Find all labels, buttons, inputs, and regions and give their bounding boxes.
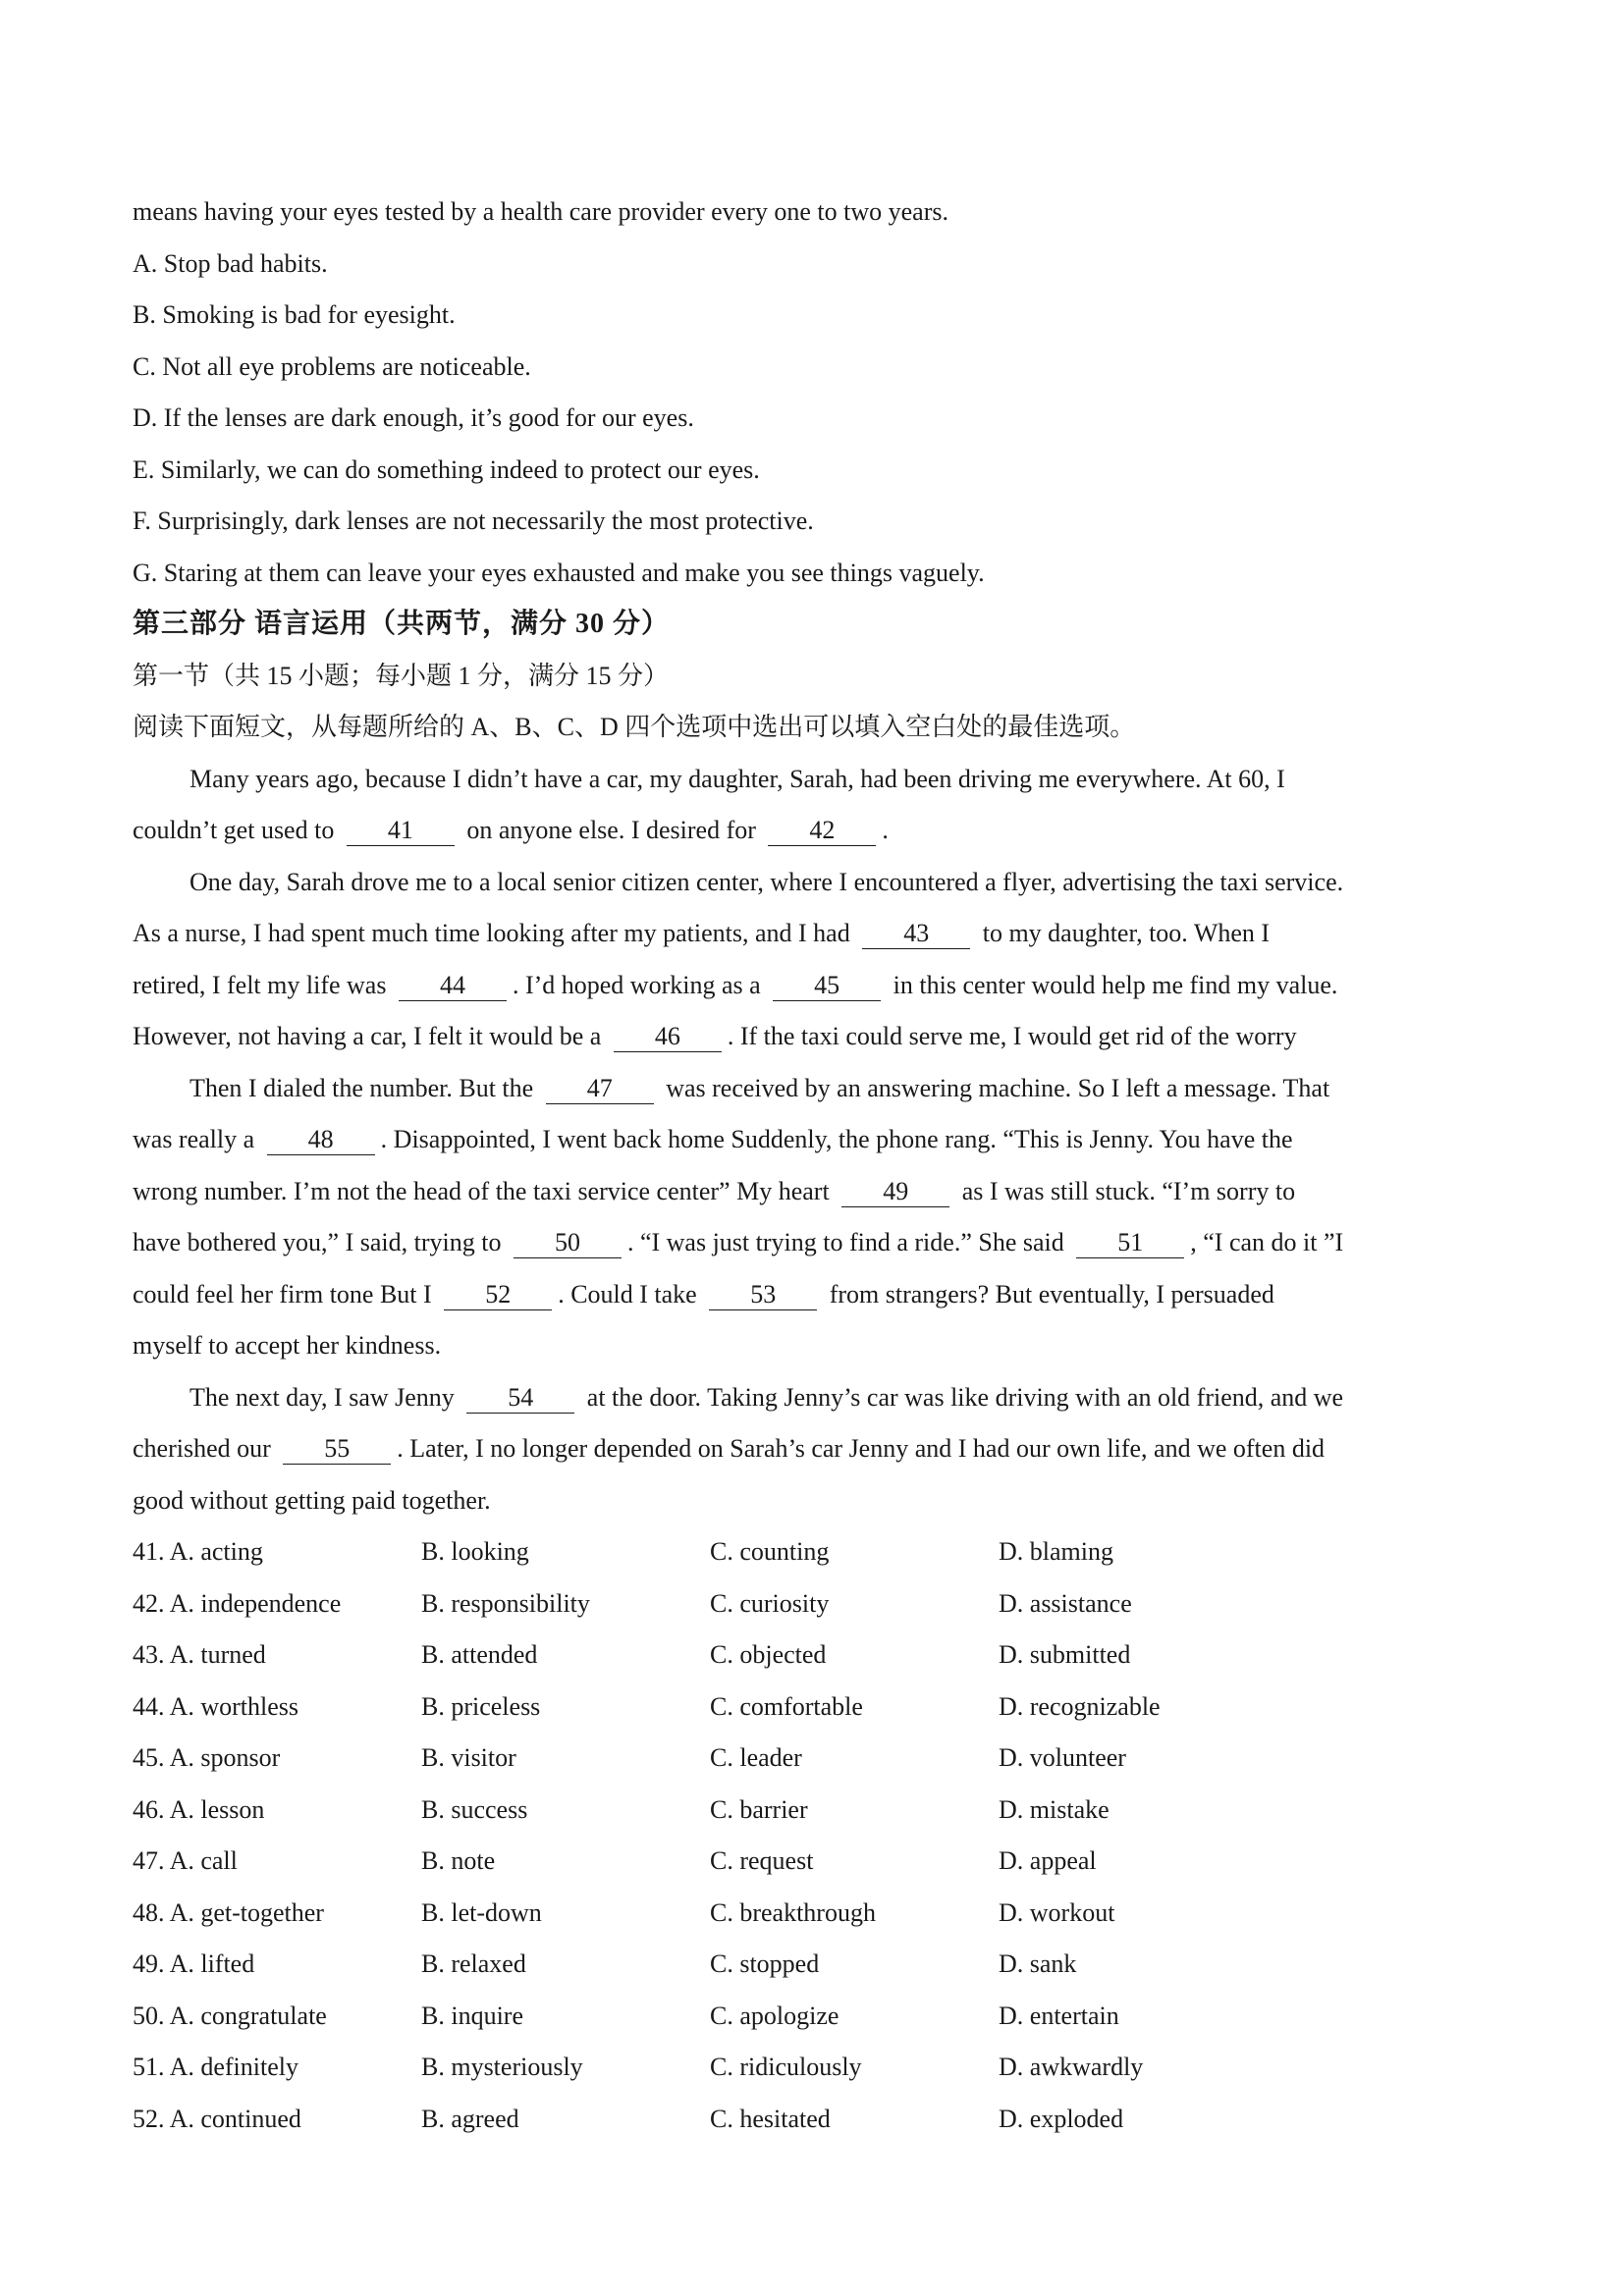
choice-d: D. assistance [999, 1588, 1132, 1618]
blank-48: 48 [267, 1125, 375, 1155]
reading-option-g: G. Staring at them can leave your eyes exhausted and make you see things vaguely. [133, 558, 985, 587]
choice-row-48 [133, 1888, 1507, 1940]
passage-line [133, 1320, 1507, 1372]
choice-d: D. sank [999, 1949, 1077, 1978]
choice-a: 45. A. sponsor [133, 1743, 281, 1772]
passage-text: , “I can do it ”I [1190, 1228, 1344, 1256]
blank-52: 52 [444, 1280, 552, 1310]
choice-c: C. ridiculously [710, 2053, 862, 2081]
passage-text: retired, I felt my life was [133, 970, 387, 999]
choice-row-49 [133, 1939, 1507, 1991]
choice-b: B. mysteriously [421, 2053, 583, 2081]
choice-a: 47. A. call [133, 1846, 238, 1875]
reading-option-e: E. Similarly, we can do something indeed to protect our eyes. [133, 454, 760, 484]
choice-c: C. leader [710, 1743, 802, 1772]
blank-55: 55 [283, 1434, 391, 1465]
choice-b: B. success [421, 1794, 528, 1824]
passage-line [133, 857, 1507, 909]
passage-line [133, 1114, 1507, 1166]
passage-line [133, 805, 1507, 857]
passage-text: . If the taxi could serve me, I would get rid of the worry [727, 1022, 1297, 1050]
blank-53: 53 [709, 1280, 817, 1310]
passage-text: . Could I take [558, 1279, 697, 1308]
choice-c: C. stopped [710, 1949, 820, 1978]
passage-text: cherished our [133, 1434, 271, 1463]
passage-text: However, not having a car, I felt it would be a [133, 1022, 602, 1050]
reading-option-c: C. Not all eye problems are noticeable. [133, 351, 531, 381]
choice-d: D. submitted [999, 1640, 1131, 1669]
passage-line [133, 1166, 1507, 1218]
blank-44: 44 [399, 971, 507, 1001]
choice-c: C. curiosity [710, 1588, 830, 1618]
passage-line [133, 960, 1507, 1012]
passage-text: from strangers? But eventually, I persuaded [829, 1279, 1274, 1308]
choice-c: C. apologize [710, 2001, 839, 2030]
passage-text: to my daughter, too. When I [982, 919, 1271, 947]
blank-47: 47 [546, 1074, 654, 1104]
choice-d: D. appeal [999, 1846, 1097, 1875]
reading-option-d: D. If the lenses are dark enough, it’s good for our eyes. [133, 403, 694, 432]
section-title: 第一节（共 15 小题；每小题 1 分，满分 15 分） [133, 661, 670, 690]
passage-text: as I was still stuck. “I’m sorry to [961, 1176, 1296, 1205]
choice-c: C. barrier [710, 1794, 808, 1824]
choice-a: 48. A. get-together [133, 1897, 324, 1927]
blank-49: 49 [841, 1177, 949, 1207]
choice-b: B. priceless [421, 1691, 541, 1721]
passage-text: in this center would help me find my value. [893, 970, 1338, 999]
choice-d: D. volunteer [999, 1743, 1126, 1772]
choice-b: B. visitor [421, 1743, 516, 1772]
passage-text: Then I dialed the number. But the [189, 1073, 534, 1102]
reading-option-f: F. Surprisingly, dark lenses are not necessarily the most protective. [133, 507, 814, 535]
choice-row-51 [133, 2042, 1507, 2094]
choice-b: B. relaxed [421, 1949, 526, 1978]
choice-row-50 [133, 1991, 1507, 2043]
choice-row-43 [133, 1629, 1507, 1682]
passage-line [133, 908, 1507, 960]
passage-text: wrong number. I’m not the head of the taxi service center” My heart [133, 1176, 830, 1205]
passage-text: . Later, I no longer depended on Sarah’s car Jenny and I had our own life, and we often did [397, 1434, 1326, 1463]
choice-d: D. mistake [999, 1794, 1110, 1824]
choice-d: D. exploded [999, 2104, 1124, 2133]
choice-c: C. request [710, 1846, 814, 1875]
passage-line [133, 1475, 1507, 1527]
part3-heading: 第三部分 语言运用（共两节，满分 30 分） [133, 609, 671, 639]
choice-d: D. workout [999, 1897, 1115, 1927]
blank-45: 45 [773, 971, 881, 1001]
choice-a: 50. A. congratulate [133, 2001, 327, 2030]
choice-d: D. entertain [999, 2001, 1119, 2030]
passage-text: Many years ago, because I didn’t have a car, my daughter, Sarah, had been driving me everywhere. At 60, I [189, 764, 1285, 793]
passage-text: As a nurse, I had spent much time looking after my patients, and I had [133, 919, 850, 947]
choice-d: D. awkwardly [999, 2053, 1144, 2081]
passage-text: . “I was just trying to find a ride.” She said [626, 1228, 1064, 1256]
passage-text: at the door. Taking Jenny’s car was like driving with an old friend, and we [586, 1382, 1344, 1412]
choice-row-46 [133, 1785, 1507, 1837]
passage-line [133, 754, 1507, 806]
passage-text: on anyone else. I desired for [466, 816, 756, 844]
passage-text: . I’d hoped working as a [512, 970, 761, 999]
passage-text: The next day, I saw Jenny [189, 1382, 455, 1412]
passage-text: good without getting paid together. [133, 1485, 491, 1515]
choice-b: B. attended [421, 1640, 538, 1669]
choice-a: 41. A. acting [133, 1537, 263, 1566]
reading-tail-line: means having your eyes tested by a health care provider every one to two years. [133, 197, 948, 226]
choice-c: C. breakthrough [710, 1897, 876, 1927]
blank-42: 42 [768, 816, 876, 846]
blank-41: 41 [347, 816, 455, 846]
passage-line [133, 1423, 1507, 1475]
passage-text: was received by an answering machine. So I left a message. That [666, 1073, 1330, 1102]
passage-line [133, 1217, 1507, 1269]
passage-text: have bothered you,” I said, trying to [133, 1228, 502, 1256]
choice-row-45 [133, 1733, 1507, 1785]
choice-a: 49. A. lifted [133, 1949, 255, 1978]
choice-d: D. blaming [999, 1537, 1113, 1566]
blank-50: 50 [514, 1228, 622, 1258]
passage-line [133, 1372, 1507, 1424]
choice-c: C. comfortable [710, 1691, 863, 1721]
choice-row-42 [133, 1578, 1507, 1630]
blank-46: 46 [614, 1022, 722, 1052]
passage-line [133, 1269, 1507, 1321]
choice-row-41 [133, 1526, 1507, 1578]
passage-text: One day, Sarah drove me to a local senior citizen center, where I encountered a flyer, advertising the taxi service. [189, 867, 1344, 896]
choice-c: C. objected [710, 1640, 827, 1669]
choice-row-47 [133, 1836, 1507, 1888]
choice-row-44 [133, 1682, 1507, 1734]
passage-text: couldn’t get used to [133, 816, 335, 844]
choice-b: B. responsibility [421, 1588, 590, 1618]
choices-table [133, 1526, 1507, 2145]
reading-option-b: B. Smoking is bad for eyesight. [133, 300, 456, 329]
passage-line [133, 1063, 1507, 1115]
choice-c: C. hesitated [710, 2104, 831, 2133]
blank-43: 43 [862, 919, 970, 949]
choice-a: 43. A. turned [133, 1640, 266, 1669]
blank-54: 54 [466, 1383, 574, 1414]
choice-d: D. recognizable [999, 1691, 1161, 1721]
choice-b: B. agreed [421, 2104, 519, 2133]
exam-page [133, 187, 1507, 2145]
instruction: 阅读下面短文，从每题所给的 A、B、C、D 四个选项中选出可以填入空白处的最佳选项。 [133, 713, 1136, 741]
choice-a: 52. A. continued [133, 2104, 301, 2133]
blank-51: 51 [1076, 1228, 1184, 1258]
choice-a: 46. A. lesson [133, 1794, 265, 1824]
reading-option-a: A. Stop bad habits. [133, 248, 328, 278]
passage-text: myself to accept her kindness. [133, 1331, 442, 1360]
passage-text: . [882, 816, 889, 844]
passage-line [133, 1011, 1507, 1063]
passage-text: was really a [133, 1125, 255, 1153]
choice-b: B. looking [421, 1537, 529, 1566]
choice-c: C. counting [710, 1537, 830, 1566]
passage-text: . Disappointed, I went back home Suddenly, the phone rang. “This is Jenny. You have the [380, 1125, 1293, 1153]
choice-a: 51. A. definitely [133, 2053, 298, 2081]
passage-text: could feel her firm tone But I [133, 1279, 432, 1308]
choice-a: 42. A. independence [133, 1588, 342, 1618]
choice-row-52 [133, 2094, 1507, 2146]
choice-a: 44. A. worthless [133, 1691, 298, 1721]
choice-b: B. note [421, 1846, 496, 1875]
choice-b: B. inquire [421, 2001, 523, 2030]
choice-b: B. let-down [421, 1897, 542, 1927]
